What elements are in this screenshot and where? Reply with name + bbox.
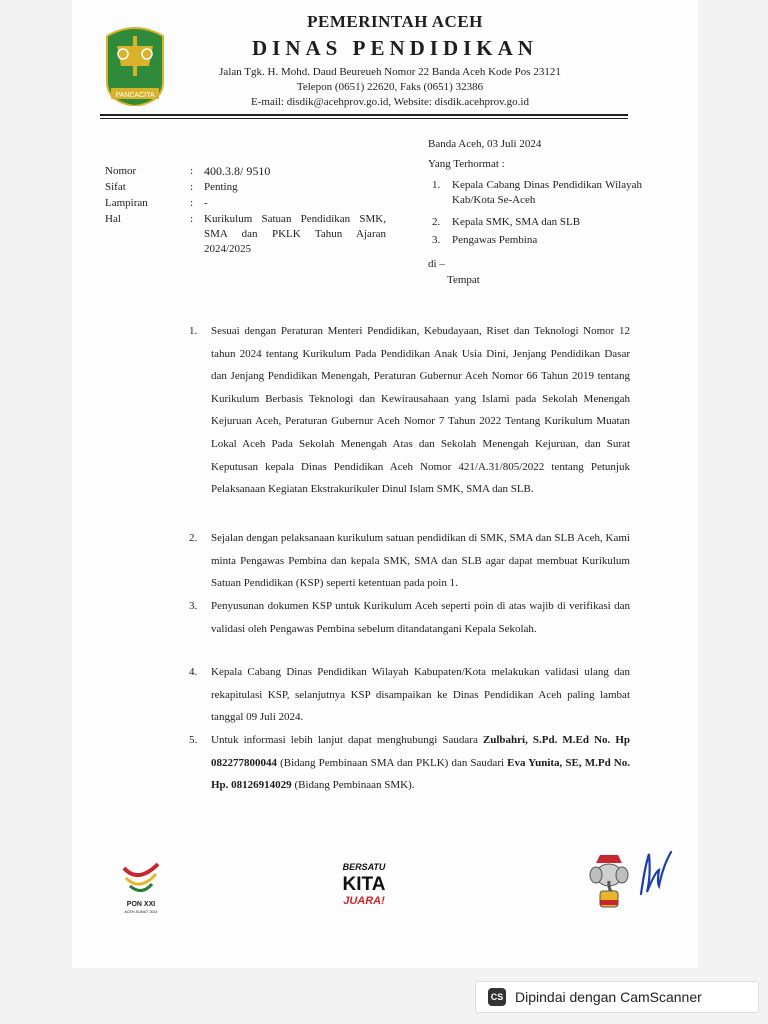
meta-label: Nomor bbox=[105, 165, 137, 177]
paragraph-number: 5. bbox=[189, 734, 198, 746]
elephant-mascot-icon bbox=[588, 853, 630, 911]
svg-text:JUARA!: JUARA! bbox=[343, 895, 385, 907]
contact-zulbahri: Zulbahri, S.Pd. M.Ed No. Hp 082277800044 bbox=[211, 734, 631, 769]
camscanner-label: Dipindai dengan CamScanner bbox=[515, 989, 702, 1005]
recipient-num: 1. bbox=[432, 179, 441, 191]
meta-colon: : bbox=[190, 197, 194, 209]
recipient-item: Kepala SMK, SMA dan SLB bbox=[452, 216, 581, 228]
meta-label: Lampiran bbox=[105, 197, 148, 209]
camscanner-icon: CS bbox=[488, 988, 506, 1006]
header-agency: DINAS PENDIDIKAN bbox=[252, 36, 538, 60]
paragraph-text: Sejalan dengan pelaksanaan kurikulum satuan pendidikan di SMK, SMA dan SLB Aceh, Kami minta Pengawas Pembina dan kepala SMK, SMA dan SLB agar dapat membuat Kurikulum Satuan Pendidikan (KSP) seperti ketentuan pada poin 1. bbox=[211, 532, 630, 590]
camscanner-watermark bbox=[475, 981, 759, 1013]
paragraph-text bbox=[211, 729, 630, 797]
body-paragraph bbox=[189, 595, 630, 640]
body-paragraph bbox=[189, 320, 630, 501]
paragraph-text: Penyusunan dokumen KSP untuk Kurikulum Aceh seperti poin di atas wajib di verifikasi dan validasi oleh Pengawas Pembina sebelum ditandatangani Kepala Sekolah. bbox=[211, 600, 630, 635]
meta-nomor-value: 400.3.8/ 9510 bbox=[204, 164, 271, 178]
pancacita-logo bbox=[103, 22, 167, 106]
svg-text:ACEH-SUMUT 2024: ACEH-SUMUT 2024 bbox=[124, 910, 158, 914]
svg-text:PON XXI: PON XXI bbox=[126, 901, 156, 908]
paragraph-number: 3. bbox=[189, 600, 198, 612]
meta-hal-value: Kurikulum Satuan Pendidikan SMK, SMA dan PKLK Tahun Ajaran 2024/2025 bbox=[204, 213, 386, 255]
meta-sifat-value: Penting bbox=[204, 181, 238, 193]
recipient-di: di – bbox=[428, 258, 445, 270]
paragraph-number: 2. bbox=[189, 532, 198, 544]
svg-text:KITA: KITA bbox=[342, 874, 386, 895]
header-government: PEMERINTAH ACEH bbox=[307, 12, 483, 31]
meta-label: Hal bbox=[105, 213, 121, 225]
contact-text: (Bidang Pembinaan SMK). bbox=[291, 779, 415, 792]
body-paragraph bbox=[189, 729, 630, 797]
signature-image bbox=[635, 846, 673, 900]
svg-text:PANCACITA: PANCACITA bbox=[115, 92, 155, 99]
recipient-num: 3. bbox=[432, 234, 441, 246]
contact-text: Untuk informasi lebih lanjut dapat menghubungi Saudara bbox=[211, 734, 483, 746]
header-rule bbox=[100, 114, 628, 116]
letter-date: Banda Aceh, 03 Juli 2024 bbox=[428, 138, 542, 150]
meta-colon: : bbox=[190, 213, 194, 225]
paragraph-text: Kepala Cabang Dinas Pendidikan Wilayah Kabupaten/Kota melakukan validasi ulang dan rekapitulasi KSP, selanjutnya KSP disampaikan ke Dinas Pendidikan Aceh paling lambat tanggal 09 Juli 2024. bbox=[211, 666, 630, 724]
paragraph-number: 1. bbox=[189, 325, 198, 337]
bersatu-kita-juara-logo bbox=[336, 858, 392, 910]
body-paragraph bbox=[189, 527, 630, 595]
meta-colon: : bbox=[190, 165, 194, 177]
contact-eva: Eva Yunita, SE, M.Pd No. Hp. 08126914029 bbox=[211, 756, 630, 792]
meta-colon: : bbox=[190, 181, 194, 193]
recipient-greeting: Yang Terhormat : bbox=[428, 158, 505, 170]
header-rule-thin bbox=[100, 118, 628, 119]
body-paragraph bbox=[189, 661, 630, 729]
header-address: Jalan Tgk. H. Mohd. Daud Beureueh Nomor 22 Banda Aceh Kode Pos 23121 bbox=[219, 66, 561, 78]
paragraph-text: Sesuai dengan Peraturan Menteri Pendidikan, Kebudayaan, Riset dan Teknologi Nomor 12 tahun 2024 tentang Kurikulum Pada Pendidikan Anak Usia Dini, Jenjang Pendidikan Dasar dan Jenjang Pendidikan Menengah, Peraturan Gubernur Aceh Nomor 66 Tahun 2019 tentang Kurikulum Berbasis Teknologi dan Kewirausahaan yang Islami pada Sekolah Menengah Kejuruan Aceh, Peraturan Gubernur Aceh Nomor 7 Tahun 2022 Tentang Kurikulum Muatan Lokal Aceh Pada Sekolah Menengah Atas dan Sekolah Menengah Kejuruan, dan Surat Keputusan kepala Dinas Pendidikan Aceh Nomor 421/A.31/805/2022 tentang Petunjuk Pelaksanaan Kegiatan Ekstrakurikuler Dinul Islam SMK, SMA dan SLB. bbox=[211, 325, 630, 496]
meta-lampiran-value: - bbox=[204, 197, 208, 209]
recipient-num: 2. bbox=[432, 216, 441, 228]
recipient-item: Kepala Cabang Dinas Pendidikan Wilayah Kab/Kota Se-Aceh bbox=[452, 179, 642, 206]
recipient-tempat: Tempat bbox=[447, 274, 480, 286]
header-phone: Telepon (0651) 22620, Faks (0651) 32386 bbox=[296, 81, 484, 93]
paragraph-number: 4. bbox=[189, 666, 198, 678]
contact-text: (Bidang Pembinaan SMA dan PKLK) dan Saudari bbox=[277, 756, 508, 769]
recipient-item: Pengawas Pembina bbox=[452, 234, 538, 246]
header-email: E-mail: disdik@acehprov.go.id, Website: disdik.acehprov.go.id bbox=[251, 96, 529, 108]
svg-text:BERSATU: BERSATU bbox=[342, 862, 386, 872]
pon-xxi-logo bbox=[118, 858, 164, 916]
meta-label: Sifat bbox=[105, 181, 126, 193]
